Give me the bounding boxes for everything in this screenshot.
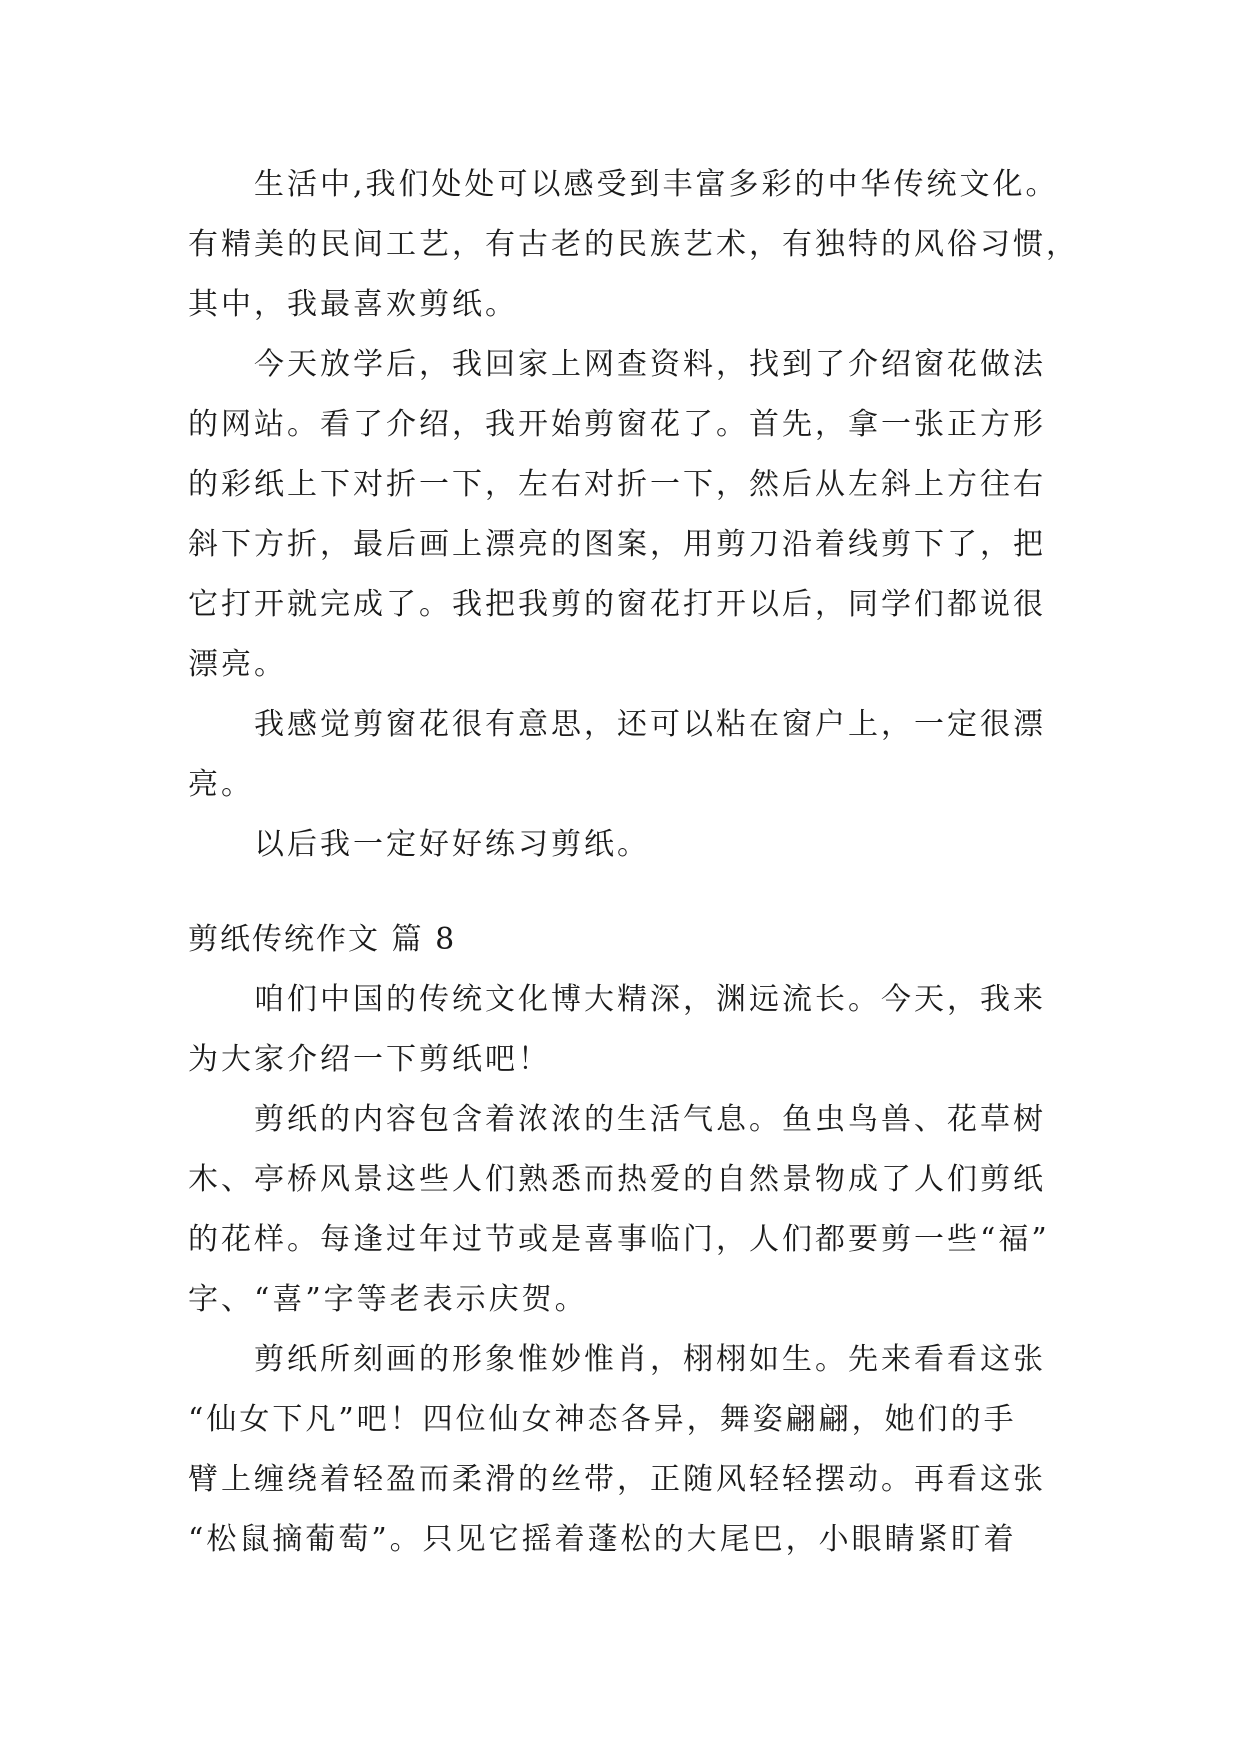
text-line: 我感觉剪窗花很有意思，还可以粘在窗户上，一定很漂 xyxy=(254,707,1046,742)
paragraph xyxy=(188,335,1068,695)
text-line: 臂上缠绕着轻盈而柔滑的丝带，正随风轻轻摆动。再看这张 xyxy=(188,1462,1046,1497)
text-line: 今天放学后，我回家上网查资料，找到了介绍窗花做法 xyxy=(254,347,1046,382)
text-line: 漂亮。 xyxy=(188,647,287,682)
paragraph xyxy=(188,815,1068,875)
text-line: 剪纸所刻画的形象惟妙惟肖，栩栩如生。先来看看这张 xyxy=(254,1342,1046,1377)
text-line: 木、亭桥风景这些人们熟悉而热爱的自然景物成了人们剪纸 xyxy=(188,1162,1046,1197)
text-line: 为大家介绍一下剪纸吧！ xyxy=(188,1042,551,1077)
paragraph xyxy=(188,1330,1068,1570)
text-line: 的花样。每逢过年过节或是喜事临门，人们都要剪一些“福” xyxy=(188,1222,1050,1257)
text-line: 咱们中国的传统文化博大精深，渊远流长。今天，我来 xyxy=(254,982,1046,1017)
text-line: 剪纸的内容包含着浓浓的生活气息。鱼虫鸟兽、花草树 xyxy=(254,1102,1046,1137)
text-line: 有精美的民间工艺，有古老的民族艺术，有独特的风俗习惯， xyxy=(188,227,1079,262)
essay-section-1 xyxy=(188,155,1079,875)
paragraph xyxy=(188,695,1068,815)
paragraph xyxy=(188,155,1079,335)
text-line: 生活中,我们处处可以感受到丰富多彩的中华传统文化。 xyxy=(254,167,1059,202)
section-heading: 剪纸传统作文 篇 8 xyxy=(188,922,457,957)
essay-section-2 xyxy=(188,910,1068,1570)
text-line: 其中，我最喜欢剪纸。 xyxy=(188,287,518,322)
text-line: 它打开就完成了。我把我剪的窗花打开以后，同学们都说很 xyxy=(188,587,1046,622)
text-line: 斜下方折，最后画上漂亮的图案，用剪刀沿着线剪下了，把 xyxy=(188,527,1046,562)
paragraph xyxy=(188,970,1068,1090)
text-line: 以后我一定好好练习剪纸。 xyxy=(254,827,650,862)
text-line: 亮。 xyxy=(188,767,254,802)
text-line: 的彩纸上下对折一下，左右对折一下，然后从左斜上方往右 xyxy=(188,467,1046,502)
text-line: “仙女下凡”吧！四位仙女神态各异，舞姿翩翩，她们的手 xyxy=(188,1402,1017,1437)
text-line: 的网站。看了介绍，我开始剪窗花了。首先，拿一张正方形 xyxy=(188,407,1046,442)
paragraph xyxy=(188,1090,1068,1330)
text-line: 字、“喜”字等老表示庆贺。 xyxy=(188,1282,588,1317)
text-line: “松鼠摘葡萄”。只见它摇着蓬松的大尾巴，小眼睛紧盯着 xyxy=(188,1522,1017,1557)
